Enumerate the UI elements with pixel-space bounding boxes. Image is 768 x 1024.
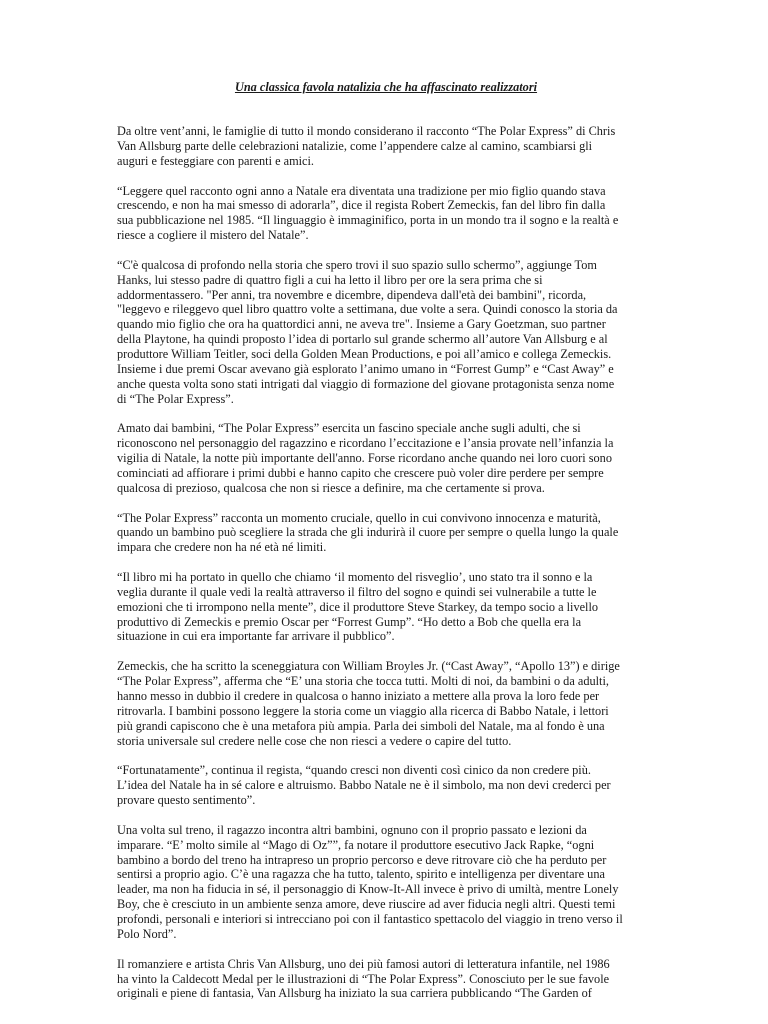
text-line: riconoscono nel personaggio del ragazzino e ricordano l’eccitazione e l’ansia provate nell’infanzia la — [117, 436, 614, 451]
paragraph — [117, 511, 655, 556]
text-line: veglia durante il quale vedi la realtà attraverso il filtro del sogno e quindi sei vulnerabile a tutte le — [117, 584, 597, 599]
paragraph — [117, 421, 655, 495]
text-line: Van Allsburg parte delle celebrazioni natalizie, come l’appendere calze al camino, scambiarsi gli — [117, 138, 593, 153]
text-line: qualcosa di prezioso, qualcosa che non si riesce a definire, ma che certamente si prova. — [117, 480, 545, 495]
text-line: quando un bambino può scegliere la strada che gli indurirà il cuore per sempre o quella lungo la quale — [117, 525, 619, 540]
text-line: Il romanziere e artista Chris Van Allsburg, uno dei più famosi autori di letteratura infantile, nel 1986 — [117, 956, 610, 971]
text-line: ha vinto la Caldecott Medal per le illustrazioni di “The Polar Express”. Conosciuto per le sue favole — [117, 971, 610, 986]
text-line: impara che credere non ha né età né limiti. — [117, 540, 327, 555]
document-title: Una classica favola natalizia che ha affascinato realizzatori — [234, 80, 538, 94]
text-line: Amato dai bambini, “The Polar Express” esercita un fascino speciale anche sugli adulti, che si — [117, 421, 581, 436]
document-body — [117, 124, 655, 1001]
text-line: bambino a bordo del treno ha intrapreso un proprio percorso e deve ritrovare ciò che ha perduto per — [117, 852, 607, 867]
text-line: Hanks, lui stesso padre di quattro figli a cui ha letto il libro per ore la sera prima che si — [117, 272, 543, 287]
text-line: addormentassero. "Per anni, tra novembre e dicembre, dipendeva dall'età dei bambini", ricorda, — [117, 287, 587, 302]
text-line: imparare. “E’ molto simile al “Mago di Oz””, fa notare il produttore esecutivo Jack Rapke, “ogni — [117, 837, 595, 852]
text-line: cominciati ad affiorare i primi dubbi e hanno capito che crescere può voler dire perdere per sempre — [117, 465, 604, 480]
text-line: situazione in cui era importante far arrivare il pubblico”. — [117, 629, 395, 644]
text-line: “The Polar Express” racconta un momento cruciale, quello in cui convivono innocenza e maturità, — [117, 510, 601, 525]
text-line: vigilia di Natale, la notte più importante dell'anno. Forse ricordano anche quando nei loro cuori sono — [117, 451, 612, 466]
paragraph — [117, 258, 655, 406]
paragraph — [117, 763, 655, 808]
text-line: della Playtone, ha quindi proposto l’idea di portarlo sul grande schermo all’autore Van Allsburg e al — [117, 332, 608, 347]
paragraph — [117, 823, 655, 942]
text-line: Insieme i due premi Oscar avevano già esplorato l’animo umano in “Forrest Gump” e “Cast Away” e — [117, 361, 614, 376]
text-line: più grandi capiscono che è una metafora più ampia. Parla dei simboli del Natale, ma al fondo è una — [117, 718, 605, 733]
text-line: L’idea del Natale ha in sé calore e altruismo. Babbo Natale ne è il simbolo, ma non devi crederci per — [117, 778, 611, 793]
text-line: Da oltre vent’anni, le famiglie di tutto il mondo considerano il racconto “The Polar Express” di Chris — [117, 124, 616, 138]
text-line: "leggevo e rileggevo quel libro quattro volte a settimana, due volte a sera. Quindi conosco la storia da — [117, 302, 618, 317]
text-line: ritrovarla. I bambini possono leggere la storia come un viaggio alla ricerca di Babbo Natale, i lettori — [117, 703, 609, 718]
text-line: Boy, che è cresciuto in un ambiente senza amore, deve riuscire ad aver fiducia negli altri. Questi temi — [117, 897, 616, 912]
text-line: anche questa volta sono stati intrigati dal viaggio di formazione del giovane protagonista senza nome — [117, 376, 615, 391]
text-line: crescendo, e non ha mai smesso di adorarla”, dice il regista Robert Zemeckis, fan del libro fin dalla — [117, 198, 606, 213]
text-line: quando mio figlio che ora ha quattordici anni, ne aveva tre". Insieme a Gary Goetzman, suo partner — [117, 317, 606, 332]
document-page — [117, 80, 655, 1016]
text-line: “Leggere quel racconto ogni anno a Natale era diventata una tradizione per mio figlio quando stava — [117, 183, 606, 198]
text-line: sua pubblicazione nel 1985. “Il linguaggio è immaginifico, porta in un mondo tra il sogno e la realtà e — [117, 213, 619, 228]
text-line: di “The Polar Express”. — [117, 391, 234, 406]
text-line: riesce a cogliere il mistero del Natale”. — [117, 228, 309, 243]
text-line: provare questo sentimento”. — [117, 793, 256, 808]
text-line: storia universale sul credere nelle cose che non riesci a vedere o capire del tutto. — [117, 733, 512, 748]
paragraph — [117, 184, 655, 243]
text-line: emozioni che ti irrompono nella mente”, dice il produttore Steve Starkey, da tempo socio a livello — [117, 599, 599, 614]
text-line: leader, ma non ha fiducia in sé, il personaggio di Know-It-All invece è privo di umiltà, mentre Lonely — [117, 882, 619, 897]
text-line: produttore William Teitler, soci della Golden Mean Productions, e poi all’amico e collega Zemeckis. — [117, 346, 612, 361]
paragraph — [117, 570, 655, 644]
text-line: Polo Nord”. — [117, 926, 177, 941]
text-line: auguri e festeggiare con parenti e amici. — [117, 153, 314, 168]
text-line: profondi, personali e interiori si intrecciano poi con il fantastico spettacolo del viaggio in treno verso il — [117, 911, 623, 926]
paragraph — [117, 957, 655, 1002]
text-line: “The Polar Express”, afferma che “E’ una storia che tocca tutti. Molti di noi, da bambini o da adulti, — [117, 674, 609, 689]
text-line: “Il libro mi ha portato in quello che chiamo ‘il momento del risveglio’, uno stato tra il sonno e la — [117, 570, 593, 585]
text-line: “Fortunatamente”, continua il regista, “quando cresci non diventi così cinico da non credere più. — [117, 763, 591, 778]
text-line: sentirsi a proprio agio. C’è una ragazza che ha tutto, talento, spirito e intelligenza per diventare una — [117, 867, 605, 882]
text-line: hanno messo in dubbio il credere in qualcosa o hanno iniziato a mettere alla prova la loro fede per — [117, 689, 600, 703]
paragraph — [117, 659, 655, 748]
text-line: “C'è qualcosa di profondo nella storia che spero trovi il suo spazio sullo schermo”, aggiunge Tom — [117, 257, 597, 272]
paragraph — [117, 124, 655, 169]
text-line: produttivo di Zemeckis e premio Oscar per “Forrest Gump”. “Ho detto a Bob che quella era la — [117, 614, 582, 629]
text-line: originali e piene di fantasia, Van Allsburg ha iniziato la sua carriera pubblicando “The Garden of — [117, 986, 592, 1001]
text-line: Zemeckis, che ha scritto la sceneggiatura con William Broyles Jr. (“Cast Away”, “Apollo 13”) e dirige — [117, 659, 620, 674]
text-line: Una volta sul treno, il ragazzo incontra altri bambini, ognuno con il proprio passato e lezioni da — [117, 822, 587, 837]
